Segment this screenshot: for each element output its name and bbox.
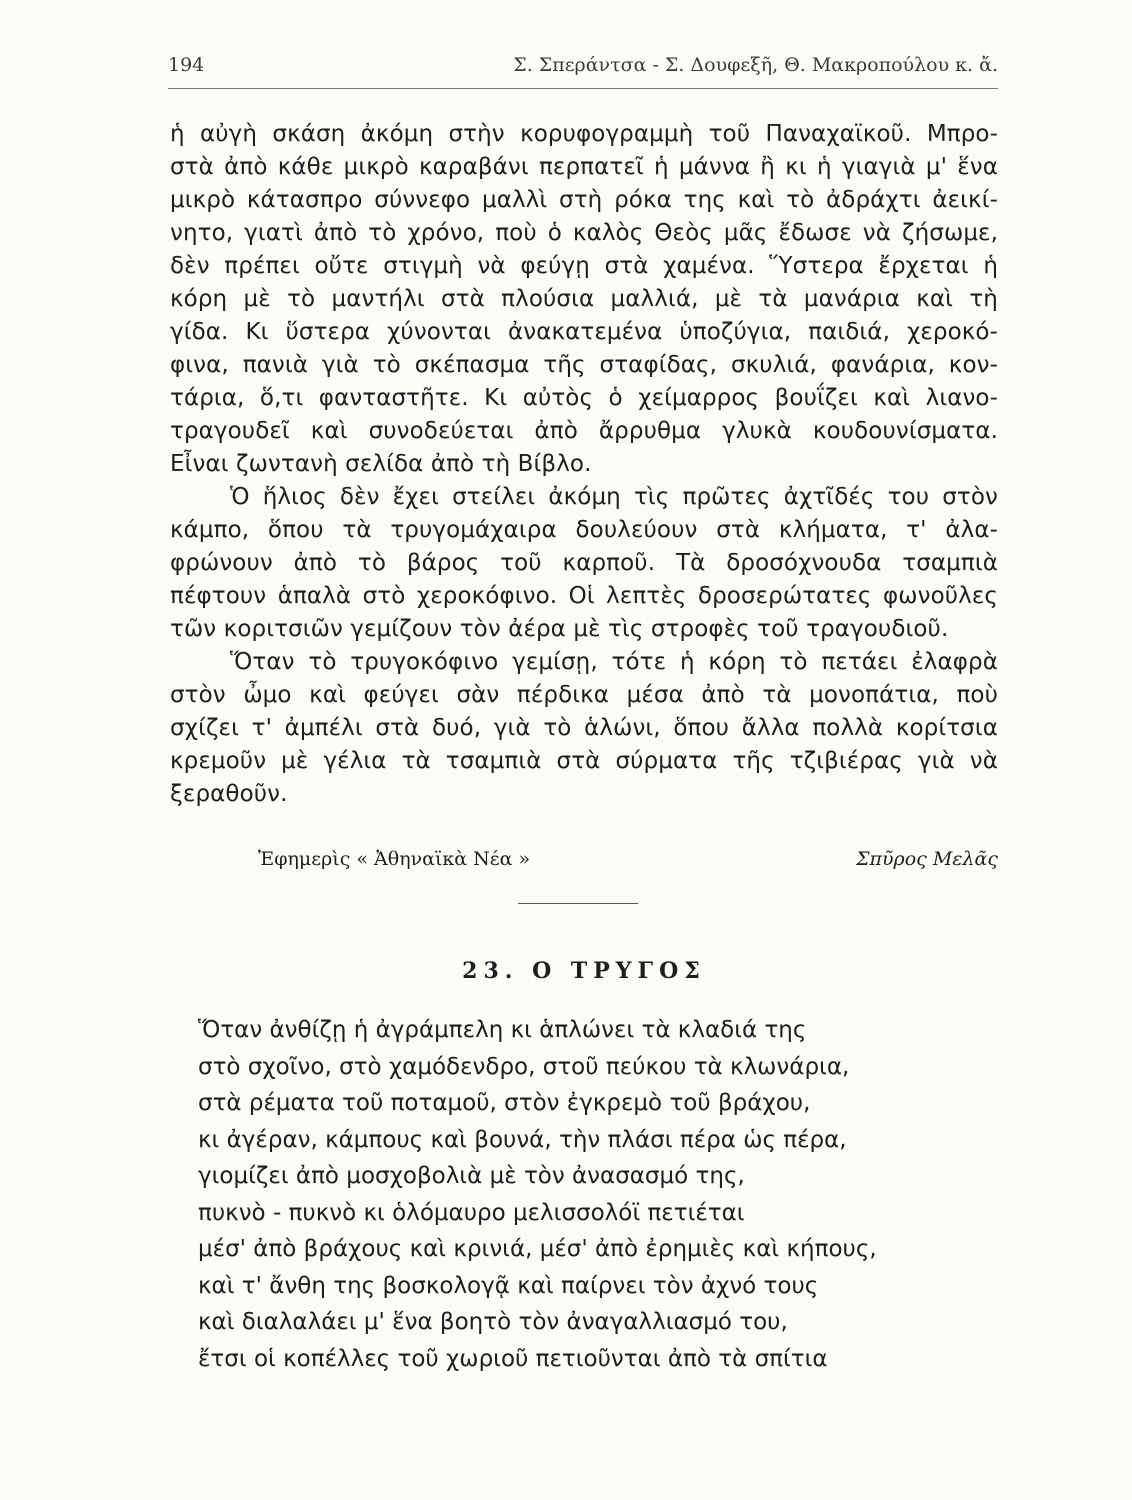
prose-line: κόρη μὲ τὸ μαντήλι στὰ πλούσια μαλλιά, μὲ τὰ μανάρια καὶ τὴ (170, 286, 998, 312)
prose-line: δὲν πρέπει οὔτε στιγμὴ νὰ φεύγῃ στὰ χαμένα. Ὕστερα ἔρχεται ἡ (170, 253, 998, 279)
running-title: Σ. Σπεράντσα - Σ. Δουφεξῆ, Θ. Μακροπούλου κ. ἄ. (513, 54, 998, 76)
page-header (168, 54, 998, 84)
prose-line: Ὅταν τὸ τρυγοκόφινο γεμίσῃ, τότε ἡ κόρη τὸ πετάει ἐλαφρὰ (230, 649, 998, 675)
prose-line: στὰ ἀπὸ κάθε μικρὸ καραβάνι περπατεῖ ἡ μάννα ἢ κι ἡ γιαγιὰ μ' ἕνα (170, 154, 998, 180)
poem-line: κι ἀγέραν, κάμπους καὶ βουνά, τὴν πλάσι πέρα ὡς πέρα, (198, 1126, 847, 1153)
section-divider (518, 903, 638, 904)
prose-line: ἡ αὐγὴ σκάση ἀκόμη στὴν κορυφογραμμὴ τοῦ Παναχαϊκοῦ. Μπρο- (170, 121, 998, 147)
section-title: 23. Ο ΤΡΥΓΟΣ (462, 958, 706, 984)
poem-line: γιομίζει ἀπὸ μοσχοβολιὰ μὲ τὸν ἀνασασμό της, (198, 1163, 745, 1189)
prose-paragraph (170, 481, 998, 646)
prose-line: σχίζει τ' ἀμπέλι στὰ δυό, γιὰ τὸ ἁλώνι, ὅπου ἄλλα πολλὰ κορίτσια (170, 715, 998, 741)
prose-line: τῶν κοριτσιῶν γεμίζουν τὸν ἀέρα μὲ τὶς στροφὲς τοῦ τραγουδιοῦ. (170, 616, 949, 642)
poem-line: ἔτσι οἱ κοπέλλες τοῦ χωριοῦ πετιοῦνται ἀπὸ τὰ σπίτια (198, 1345, 828, 1372)
page-number: 194 (168, 54, 205, 76)
author-name: Σπῦρος Μελᾶς (856, 848, 998, 870)
prose-paragraph (170, 118, 998, 481)
prose-body (170, 118, 998, 811)
prose-line: φινα, πανιὰ γιὰ τὸ σκέπασμα τῆς σταφίδας, σκυλιά, φανάρια, κον- (170, 352, 998, 378)
prose-line: γίδα. Κι ὕστερα χύνονται ἀνακατεμένα ὑποζύγια, παιδιά, χεροκό- (170, 319, 998, 345)
poem-line: καὶ διαλαλάει μ' ἕνα βοητὸ τὸν ἀναγαλλιασμό του, (198, 1309, 788, 1335)
prose-line: ξεραθοῦν. (170, 781, 288, 807)
prose-line: πέφτουν ἁπαλὰ στὸ χεροκόφινο. Οἱ λεπτὲς δροσερώτατες φωνοῦλες (170, 583, 998, 609)
attribution (258, 848, 998, 878)
prose-line: τραγουδεῖ καὶ συνοδεύεται ἀπὸ ἄρρυθμα γλυκὰ κουδουνίσματα. (170, 418, 998, 444)
prose-line: κάμπο, ὅπου τὰ τρυγομάχαιρα δουλεύουν στὰ κλήματα, τ' ἀλα- (170, 517, 998, 543)
prose-line: φρώνουν ἀπὸ τὸ βάρος τοῦ καρποῦ. Τὰ δροσόχνουδα τσαμπιὰ (170, 550, 998, 576)
header-rule (168, 88, 998, 89)
poem-line: καὶ τ' ἄνθη της βοσκολογᾷ καὶ παίρνει τὸν ἀχνό τους (198, 1272, 819, 1299)
prose-line: τάρια, ὅ,τι φανταστῆτε. Κι αὐτὸς ὁ χείμαρρος βουΐζει καὶ λιανο- (170, 385, 998, 411)
prose-line: νητο, γιατὶ ἀπὸ τὸ χρόνο, ποὺ ὁ καλὸς Θεὸς μᾶς ἔδωσε νὰ ζήσωμε, (170, 220, 998, 246)
prose-line: Εἶναι ζωντανὴ σελίδα ἀπὸ τὴ Βίβλο. (170, 451, 592, 477)
source-newspaper: Ἐφημερὶς « Ἀθηναϊκὰ Νέα » (258, 848, 531, 870)
poem-line: στὰ ρέματα τοῦ ποταμοῦ, στὸν ἐγκρεμὸ τοῦ βράχου, (198, 1090, 811, 1116)
prose-line: μικρὸ κάτασπρο σύννεφο μαλλὶ στὴ ρόκα της καὶ τὸ ἀδράχτι ἀεικί- (170, 187, 998, 213)
prose-paragraph (170, 646, 998, 811)
poem-line: Ὅταν ἀνθίζῃ ἡ ἀγράμπελη κι ἁπλώνει τὰ κλαδιά της (198, 1017, 807, 1043)
prose-line: Ὁ ἥλιος δὲν ἔχει στείλει ἀκόμη τὶς πρῶτες ἀχτῖδές του στὸν (230, 484, 998, 510)
prose-line: στὸν ὦμο καὶ φεύγει σὰν πέρδικα μέσα ἀπὸ τὰ μονοπάτια, ποὺ (170, 682, 998, 708)
poem-line: μέσ' ἀπὸ βράχους καὶ κρινιά, μέσ' ἀπὸ ἐρημιὲς καὶ κήπους, (198, 1236, 877, 1262)
prose-line: κρεμοῦν μὲ γέλια τὰ τσαμπιὰ στὰ σύρματα τῆς τζιβιέρας γιὰ νὰ (170, 748, 998, 774)
poem-body (198, 1012, 998, 1377)
poem-line: στὸ σχοῖνο, στὸ χαμόδενδρο, στοῦ πεύκου τὰ κλωνάρια, (198, 1053, 850, 1080)
poem-line: πυκνὸ - πυκνὸ κι ὁλόμαυρο μελισσολόϊ πετιέται (198, 1199, 745, 1226)
